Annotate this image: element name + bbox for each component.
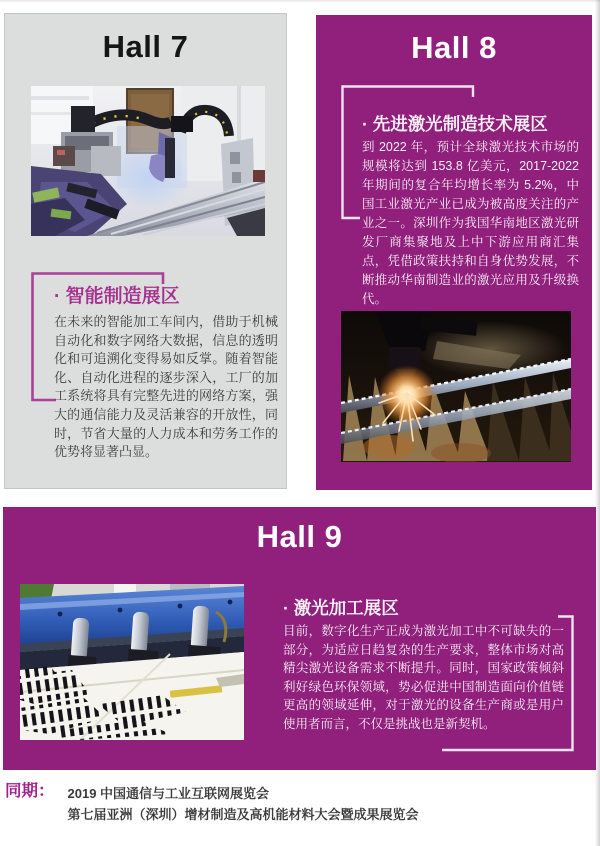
hall9-photo-laser-machine [20,584,244,740]
hall9-corner-bracket [442,615,574,752]
hall8-section-body: 到 2022 年，预计全球激光技术市场的规模将达到 153.8 亿美元，2017-2022 年期间的复合年均增长率为 5.2%，中国工业激光产业已成为被高度关注的产业之一。深圳作为我国华南地区激光研发厂商集聚地及上中下游应用商汇集点，凭借政策扶持和自身优势发展，不断推动华南制造业的激光应用及升级换代。 [362,140,579,306]
footer-event-1: 2019 中国通信与工业互联网展览会 [67,786,270,801]
hall8-panel [316,15,592,490]
hall8-section-title: · 先进激光制造技术展区 [362,114,548,134]
hall7-title: Hall 7 [102,29,189,64]
hall7-section-body: 在未来的智能加工车间内，借助于机械自动化和数字网络大数据，信息的透明化和可追溯化变得易如反掌。随着智能化、自动化进程的逐步深入，工厂的加工系统将具有完整先进的网络方案，强大的通信能力及灵活兼容的开放性，同时，节省大量的人力成本和劳务工作的优势将显著凸显。 [54,314,278,460]
hall9-title: Hall 9 [256,519,343,554]
hall7-photo-graphic [31,86,265,236]
hall8-photo-laser-cutting [341,311,571,462]
concurrent-events-footer [5,781,419,825]
hall9-section-body: 目前，数字化生产正成为激光加工中不可缺失的一部分，为适应日趋复杂的生产要求，整体市场对高精尖激光设备需求不断提升。同时，国家政策倾斜利好绿色环保领域，势必促进中国制造面向价值链更高的领域延伸，对于激光的设备生产商或是用户使用者而言，不仅是挑战也是新契机。 [283,624,564,731]
hall8-photo-graphic [341,311,571,462]
page-scan-edge-top [0,0,600,3]
hall7-section-title: · 智能制造展区 [54,286,180,307]
hall9-panel [3,507,596,770]
footer-label: 同期： [5,782,55,800]
footer-event-list [68,781,419,825]
hall8-title: Hall 8 [411,30,497,65]
footer-event-2: 第七届亚洲（深圳）增材制造及高机能材料大会暨成果展览会 [67,807,419,822]
hall7-photo-automation-cell [31,86,265,236]
hall9-photo-graphic [20,584,244,740]
hall9-section-title: · 激光加工展区 [283,598,399,618]
page-scan-edge-right [595,0,600,846]
hall7-panel [4,13,287,489]
